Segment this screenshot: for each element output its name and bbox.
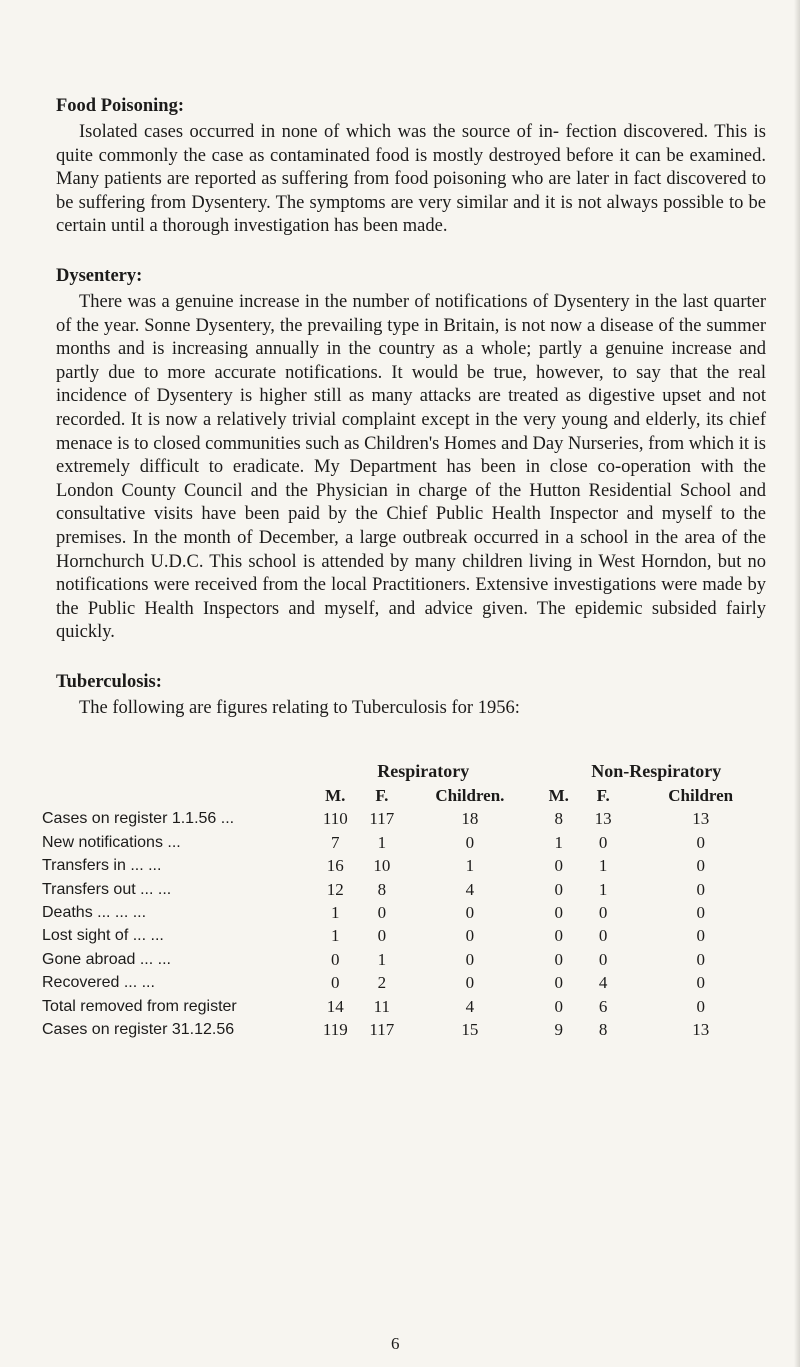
- row-label: Recovered ... ...: [42, 974, 155, 992]
- table-row: [42, 948, 778, 971]
- table-cell: 110: [322, 809, 348, 829]
- col-header: F.: [596, 785, 610, 805]
- table-cell: 0: [377, 902, 387, 922]
- row-label: Deaths ... ... ...: [42, 903, 147, 921]
- table-row: [42, 1018, 778, 1041]
- table-cell: 0: [696, 926, 705, 946]
- table-cell: 117: [369, 809, 395, 829]
- row-label: Lost sight of ... ...: [42, 927, 164, 945]
- section-tuberculosis: [42, 671, 766, 1041]
- table-row: [42, 854, 778, 877]
- col-header: M.: [325, 785, 346, 805]
- table-cell: 12: [326, 879, 344, 899]
- table-cell: 8: [377, 879, 387, 899]
- table-cell: 1: [465, 856, 475, 876]
- section-food-poisoning: [56, 96, 766, 239]
- table-cell: 9: [554, 1019, 563, 1039]
- table-row: [42, 924, 778, 947]
- table-cell: 0: [377, 926, 387, 946]
- table-cell: 4: [598, 973, 608, 993]
- col-header: Children.: [435, 785, 505, 805]
- table-row: [42, 971, 778, 994]
- table-cell: 0: [696, 949, 705, 969]
- table-cell: 0: [465, 902, 475, 922]
- group-non-respiratory: Non-Respiratory: [591, 761, 722, 782]
- table-cell: 0: [696, 902, 705, 922]
- table-row: [42, 901, 778, 924]
- table-cell: 18: [461, 809, 479, 829]
- section-dysentery: [56, 266, 766, 645]
- table-cell: 1: [554, 832, 563, 852]
- table-cell: 0: [465, 949, 475, 969]
- table-cell: 0: [331, 973, 340, 993]
- table-body: [42, 807, 778, 1041]
- col-header: M.: [548, 785, 569, 805]
- table-cell: 0: [554, 926, 563, 946]
- table-cell: 0: [331, 949, 340, 969]
- table-cell: 11: [373, 996, 391, 1016]
- row-label: New notifications ...: [42, 833, 181, 851]
- table-cell: 4: [465, 879, 475, 899]
- table-cell: 2: [377, 973, 387, 993]
- table-cell: 0: [554, 879, 563, 899]
- table-row: [42, 995, 778, 1018]
- table-cell: 0: [554, 902, 563, 922]
- table-cell: 119: [322, 1019, 348, 1039]
- col-header: F.: [375, 785, 389, 805]
- table-row: [42, 878, 778, 901]
- table-cell: 0: [598, 926, 608, 946]
- document-page: [42, 96, 766, 1068]
- table-cell: 1: [331, 926, 340, 946]
- table-cell: 16: [326, 856, 344, 876]
- table-cell: 10: [373, 856, 391, 876]
- table-cell: 1: [331, 902, 340, 922]
- table-cell: 8: [598, 1019, 608, 1039]
- section-heading: Tuberculosis:: [56, 671, 162, 692]
- table-cell: 13: [594, 809, 612, 829]
- table-cell: 1: [598, 879, 608, 899]
- table-cell: 0: [696, 973, 705, 993]
- table-cell: 0: [554, 949, 563, 969]
- table-cell: 1: [377, 832, 387, 852]
- table-cell: 0: [554, 856, 563, 876]
- table-cell: 0: [554, 973, 563, 993]
- table-cell: 1: [377, 949, 387, 969]
- table-cell: 0: [696, 879, 705, 899]
- table-cell: 0: [465, 832, 475, 852]
- table-cell: 0: [598, 902, 608, 922]
- table-cell: 0: [696, 856, 705, 876]
- table-cell: 15: [461, 1019, 479, 1039]
- page-number: 6: [391, 1334, 400, 1353]
- table-cell: 13: [692, 809, 710, 829]
- page-edge-shadow: [794, 0, 800, 1367]
- table-cell: 0: [598, 832, 608, 852]
- table-cell: 7: [331, 832, 340, 852]
- table-cell: 6: [598, 996, 608, 1016]
- table-row: [42, 807, 778, 830]
- row-label: Cases on register 31.12.56: [42, 1020, 235, 1038]
- row-label: Gone abroad ... ...: [42, 950, 171, 968]
- table-cell: 0: [554, 996, 563, 1016]
- table-cell: 0: [696, 996, 705, 1016]
- table-intro: The following are figures relating to Tuberculosis for 1956:: [79, 697, 520, 718]
- row-label: Total removed from register: [42, 997, 237, 1015]
- table-cell: 117: [369, 1019, 395, 1039]
- section-heading: Food Poisoning:: [56, 96, 184, 116]
- table-group-header: [42, 760, 778, 783]
- section-paragraph: There was a genuine increase in the number of notifications of Dysentery in the last quarter of the year. Sonne Dysentery, the prevailing type in Britain, is not now a disease of the summer months and is increasing annually in the country as a whole; partly a genuine increase and partly due to more accurate notifications. It would be true, however, to say that the real incidence of Dysentery is higher still as many attacks are treated as digestive upset and not recorded. It is now a relatively trivial complaint except in the very young and elderly, its chief menace is to closed communities such as Children's Homes and Day Nurseries, from which it is extremely difficult to eradicate. My Department has been in close co-operation with the London County Council and the Physician in charge of the Hutton Residential School and consultative visits have been paid by the Chief Public Health Inspector and myself to the premises. In the month of December, a large outbreak occurred in a school in the area of the Hornchurch U.D.C. This school is attended by many children living in West Horndon, but no notifications were received from the local Practitioners. Extensive investigations were made by the Public Health Inspectors and myself, and advice given. The epidemic subsided fairly quickly.: [56, 291, 766, 643]
- table-sub-header: [42, 784, 778, 807]
- table-cell: 4: [465, 996, 475, 1016]
- table-cell: 0: [465, 973, 475, 993]
- row-label: Cases on register 1.1.56 ...: [42, 810, 235, 828]
- table-cell: 1: [598, 856, 608, 876]
- table-cell: 0: [465, 926, 475, 946]
- table-cell: 14: [326, 996, 344, 1016]
- table-cell: 13: [692, 1019, 710, 1039]
- table-row: [42, 831, 778, 854]
- section-heading: Dysentery:: [56, 265, 143, 286]
- table-cell: 8: [554, 809, 563, 829]
- table-cell: 0: [696, 832, 705, 852]
- tuberculosis-table: [42, 760, 778, 1041]
- row-label: Transfers out ... ...: [42, 880, 172, 898]
- col-header: Children: [668, 785, 734, 805]
- row-label: Transfers in ... ...: [42, 857, 162, 875]
- section-paragraph: Isolated cases occurred in none of which was the source of in- fection discovered. This is quite commonly the case as contaminated food is mostly destroyed before it can be examined. Many patients are reported as suffering from food poisoning who are later in fact discovered to be suffering from Dysentery. The symptoms are very similar and it is not always possible to be certain until a thorough investigation has been made.: [56, 122, 766, 237]
- table-cell: 0: [598, 949, 608, 969]
- group-respiratory: Respiratory: [377, 761, 470, 782]
